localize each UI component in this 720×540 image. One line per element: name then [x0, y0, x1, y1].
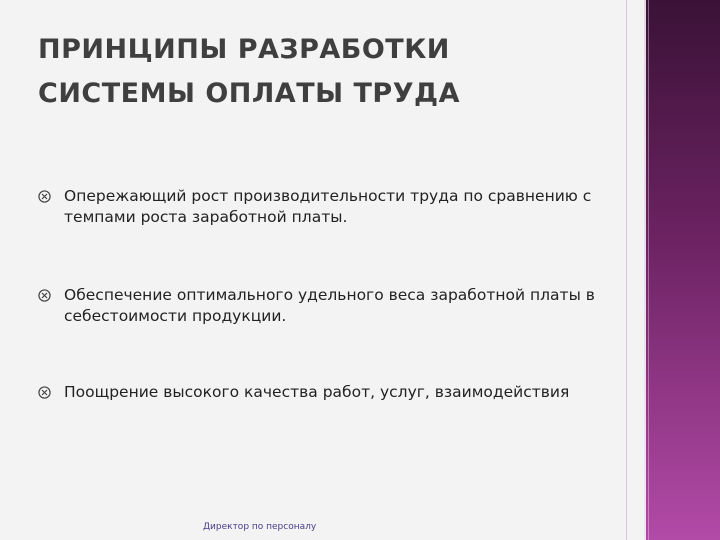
bullet-list — [38, 186, 618, 403]
bullet-text: Поощрение высокого качества работ, услуг, взаимодействия — [64, 383, 570, 401]
bullet-item — [38, 285, 618, 327]
divider-line — [626, 0, 627, 540]
circled-x-icon — [38, 386, 51, 399]
bullet-text: Опережающий рост производительности труда по сравнению с темпами роста заработной платы. — [64, 187, 592, 226]
bullet-item — [38, 186, 618, 228]
bullet-item — [38, 382, 618, 403]
footer-text: Директор по персоналу — [203, 522, 317, 532]
circled-x-icon — [38, 190, 51, 203]
bullet-text: Обеспечение оптимального удельного веса заработной платы в себестоимости продукции. — [64, 286, 595, 325]
decorative-side-band — [644, 0, 720, 540]
circled-x-icon — [38, 289, 51, 302]
slide-title: ПРИНЦИПЫ РАЗРАБОТКИ СИСТЕМЫ ОПЛАТЫ ТРУДА — [38, 34, 460, 109]
